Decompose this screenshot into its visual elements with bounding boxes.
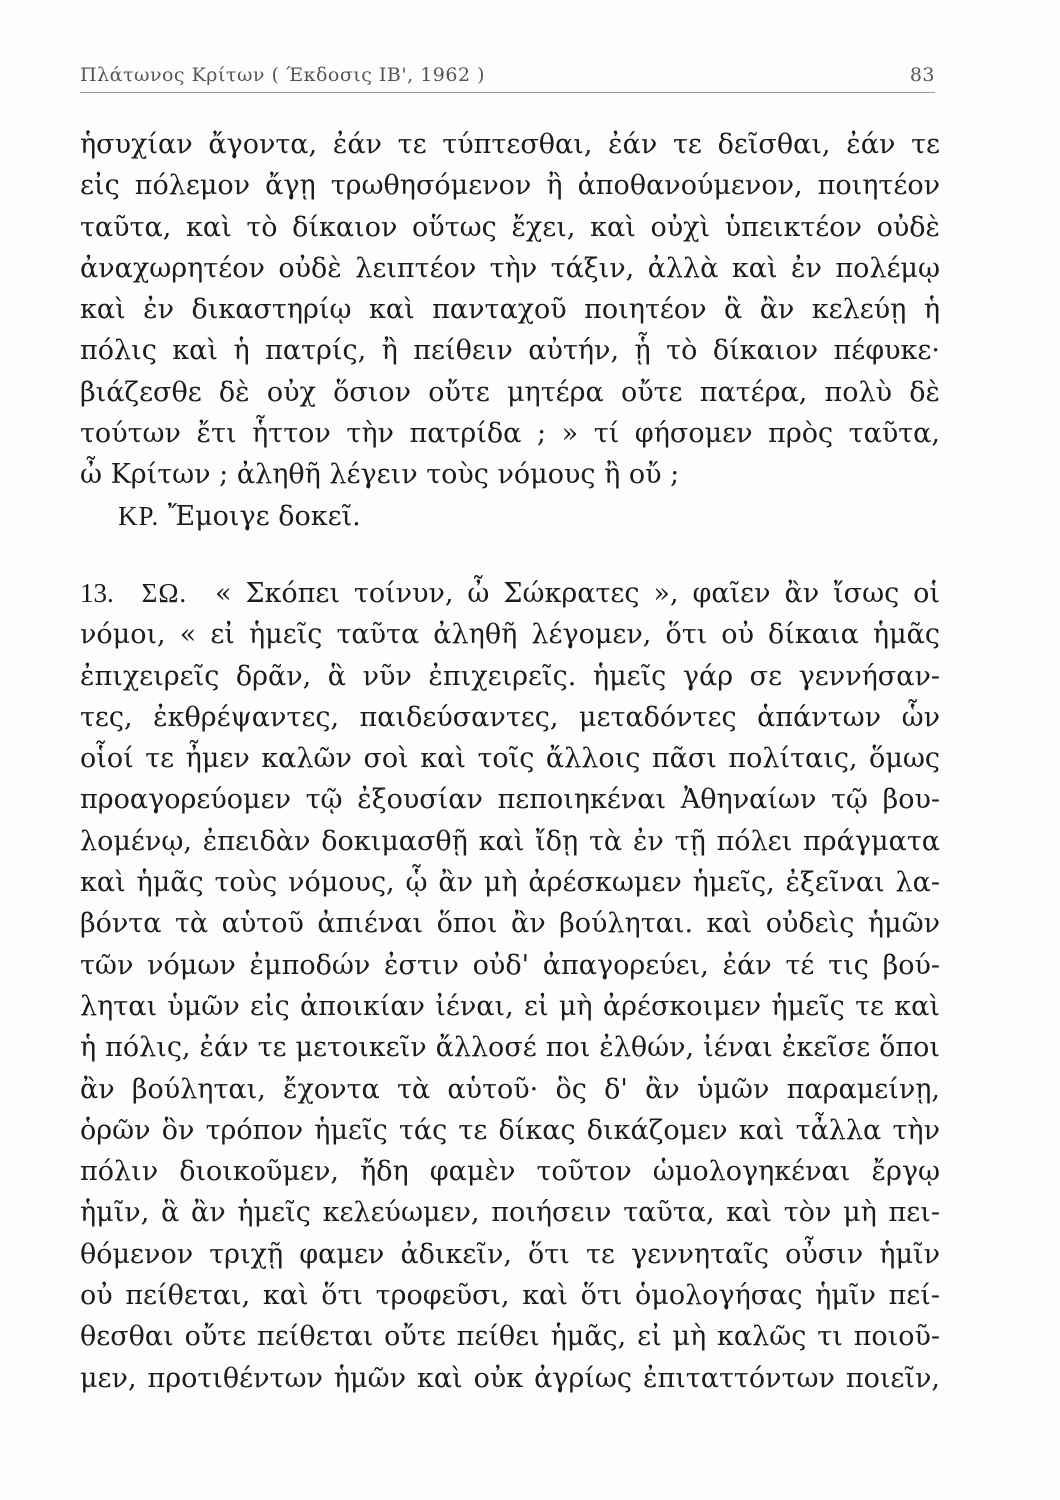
text-line: βόντα τὰ αὑτοῦ ἀπιέναι ὅποι ἂν βούληται. καὶ οὐδεὶς ἡμῶν (80, 908, 940, 940)
main-text (80, 124, 940, 1399)
text-line: μεν, προτιθέντων ἡμῶν καὶ οὐκ ἀγρίως ἐπιταττόντων ποιεῖν, (80, 1362, 940, 1394)
text-line: καὶ ἡμᾶς τοὺς νόμους, ᾧ ἂν μὴ ἀρέσκωμεν ἡμεῖς, ἐξεῖναι λα- (80, 867, 940, 899)
paragraph-continuation (80, 124, 940, 496)
text-line: νόμοι, « εἰ ἡμεῖς ταῦτα ἀληθῆ λέγομεν, ὅτι οὐ δίκαια ἡμᾶς (80, 619, 940, 651)
running-header (80, 62, 935, 93)
text-line: οὐ πείθεται, καὶ ὅτι τροφεῦσι, καὶ ὅτι ὁμολογήσας ἡμῖν πεί- (80, 1280, 940, 1312)
text-line: τούτων ἔτι ἧττον τὴν πατρίδα ; » τί φήσομεν πρὸς ταῦτα, (80, 418, 940, 450)
text-line: τῶν νόμων ἐμποδών ἐστιν οὐδ' ἀπαγορεύει, ἐάν τέ τις βού- (80, 949, 940, 981)
running-title: Πλάτωνος Κρίτων ( Έκδοσις ΙΒ', 1962 ) (80, 64, 486, 86)
text-line: λομένῳ, ἐπειδὰν δοκιμασθῇ καὶ ἴδῃ τὰ ἐν τῇ πόλει πράγματα (80, 825, 940, 857)
text-line: ἡμῖν, ἃ ἂν ἡμεῖς κελεύωμεν, ποιήσειν ταῦτα, καὶ τὸν μὴ πει- (80, 1197, 940, 1229)
text-line: ἀναχωρητέον οὐδὲ λειπτέον τὴν τάξιν, ἀλλὰ καὶ ἐν πολέμῳ (80, 252, 940, 284)
text-line: ἡσυχίαν ἄγοντα, ἐάν τε τύπτεσθαι, ἐάν τε δεῖσθαι, ἐάν τε (80, 129, 940, 160)
text-line: θόμενον τριχῇ φαμεν ἀδικεῖν, ὅτι τε γεννηταῖς οὖσιν ἡμῖν (80, 1238, 940, 1270)
section-spacer (80, 537, 940, 573)
text-line: ὦ Κρίτων ; ἀληθῆ λέγειν τοὺς νόμους ἢ οὔ ; (80, 459, 680, 491)
text-line: προαγορεύομεν τῷ ἐξουσίαν πεποιηκέναι Ἀθηναίων τῷ βου- (80, 784, 940, 816)
text-line: πόλις καὶ ἡ πατρίς, ἢ πείθειν αὐτήν, ᾗ τὸ δίκαιον πέφυκε· (80, 335, 940, 367)
section-first-line (80, 573, 940, 614)
text-line: εἰς πόλεμον ἄγῃ τρωθησόμενον ἢ ἀποθανούμενον, ποιητέον (80, 170, 940, 202)
speaker-label: ΣΩ. (141, 577, 188, 608)
section-number: 13. (80, 577, 114, 608)
section-paragraph (80, 573, 940, 1399)
text-line: ἐπιχειρεῖς δρᾶν, ἃ νῦν ἐπιχειρεῖς. ἡμεῖς γάρ σε γεννήσαν- (80, 660, 940, 692)
text-line: οἷοί τε ἦμεν καλῶν σοὶ καὶ τοῖς ἄλλοις πᾶσι πολίταις, ὅμως (80, 743, 940, 775)
text-line: ταῦτα, καὶ τὸ δίκαιον οὕτως ἔχει, καὶ οὐχὶ ὑπεικτέον οὐδὲ (80, 211, 940, 243)
text-line: θεσθαι οὔτε πείθεται οὔτε πείθει ἡμᾶς, εἰ μὴ καλῶς τι ποιοῦ- (80, 1321, 940, 1353)
text-line: ληται ὑμῶν εἰς ἀποικίαν ἰέναι, εἰ μὴ ἀρέσκοιμεν ἡμεῖς τε καὶ (80, 990, 940, 1022)
text-line: βιάζεσθε δὲ οὐχ ὅσιον οὔτε μητέρα οὔτε πατέρα, πολὺ δὲ (80, 376, 940, 408)
reply-text: Ἔμοιγε δοκεῖ. (167, 500, 361, 532)
text-line: καὶ ἐν δικαστηρίῳ καὶ πανταχοῦ ποιητέον ἃ ἂν κελεύῃ ἡ (80, 294, 940, 326)
text-line: ὁρῶν ὃν τρόπον ἡμεῖς τάς τε δίκας δικάζομεν καὶ τἆλλα τὴν (80, 1114, 940, 1146)
page-number: 83 (909, 64, 935, 86)
speaker-label: ΚΡ. (118, 500, 160, 531)
text-line: τες, ἐκθρέψαντες, παιδεύσαντες, μεταδόντες ἁπάντων ὧν (80, 701, 940, 733)
text-line: πόλιν διοικοῦμεν, ἤδη φαμὲν τοῦτον ὡμολογηκέναι ἔργῳ (80, 1156, 940, 1188)
dialogue-reply (80, 496, 940, 537)
text-line: ἡ πόλις, ἐάν τε μετοικεῖν ἄλλοσέ ποι ἐλθών, ἰέναι ἐκεῖσε ὅποι (80, 1032, 940, 1064)
text-line: ἂν βούληται, ἔχοντα τὰ αὑτοῦ· ὃς δ' ἂν ὑμῶν παραμείνῃ, (80, 1073, 940, 1105)
text-line: « Σκόπει τοίνυν, ὦ Σώκρατες », φαῖεν ἂν ἴσως οἱ (215, 577, 940, 609)
